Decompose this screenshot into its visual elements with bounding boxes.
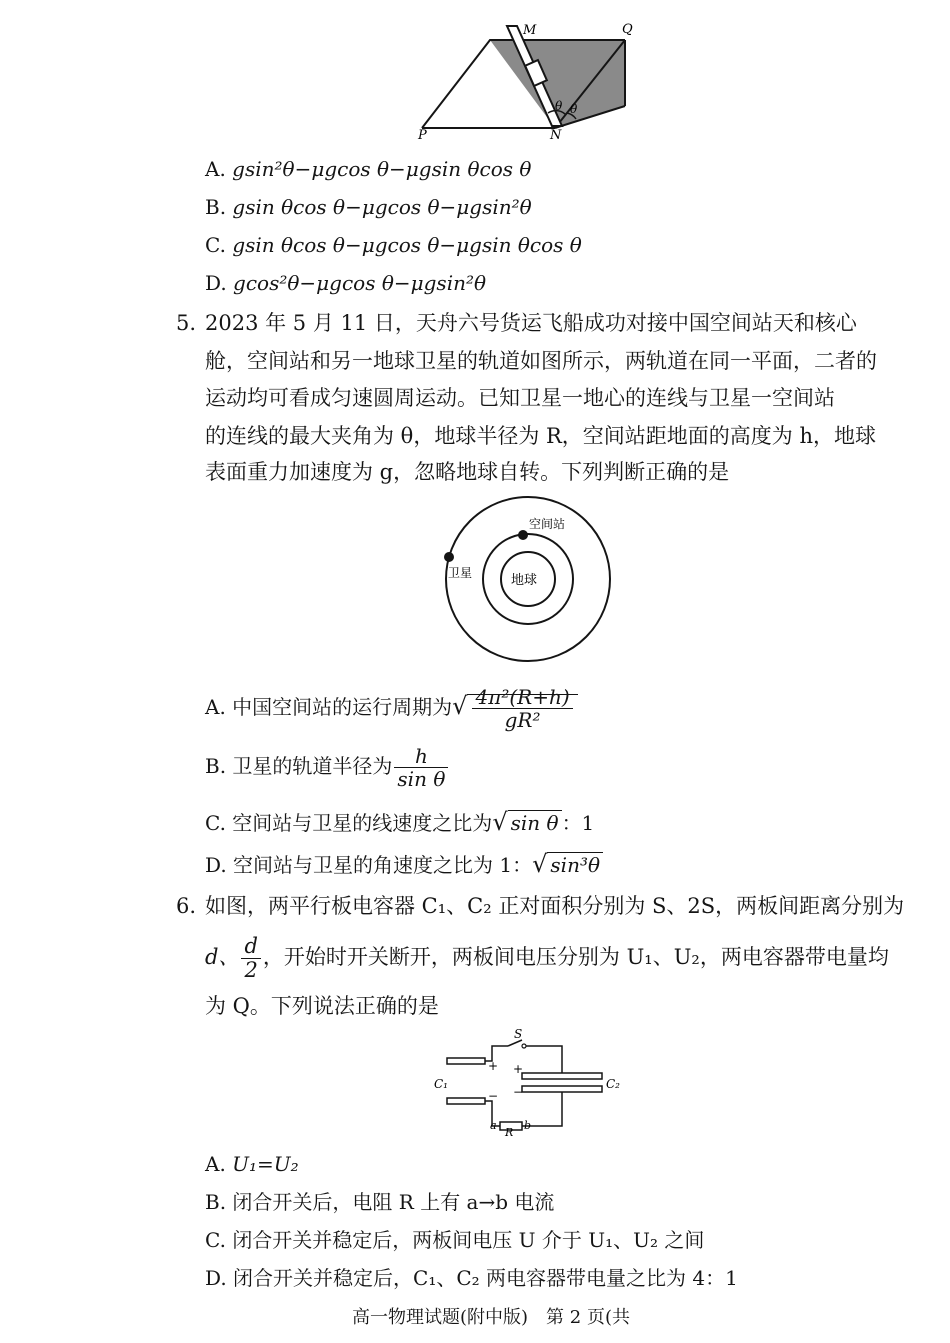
- q6-option-a[interactable]: A. U₁=U₂: [205, 1152, 299, 1176]
- q6-number: 6.: [176, 894, 197, 918]
- q5-option-d[interactable]: D. 空间站与卫星的角速度之比为 1：√ sin³θ: [205, 850, 603, 879]
- label-minus-c1: −: [488, 1089, 499, 1103]
- label-resistor-r: R: [505, 1126, 514, 1138]
- label-N: N: [550, 128, 562, 140]
- page-footer: 高一物理试题(附中版) 第 2 页(共: [352, 1307, 630, 1328]
- q6-stem-line-3: 为 Q。下列说法正确的是: [205, 994, 439, 1018]
- q5-stem-line-2: 舱，空间站和另一地球卫星的轨道如图所示，两轨道在同一平面，二者的: [205, 349, 877, 373]
- satellite-label: 卫星: [448, 566, 473, 580]
- q5-option-c[interactable]: C. 空间站与卫星的线速度之比为√ sin θ ：1: [205, 808, 595, 836]
- earth-label: 地球: [511, 573, 538, 588]
- q4-option-b[interactable]: B. gsin θcos θ−μgcos θ−μgsin²θ: [205, 195, 532, 219]
- c2-top-plate: [522, 1073, 602, 1079]
- c2-bottom-plate: [522, 1086, 602, 1092]
- q4-option-a[interactable]: A. gsin²θ−μgcos θ−μgsin θcos θ: [205, 157, 532, 181]
- c1-bottom-plate: [447, 1098, 485, 1104]
- q4-option-c[interactable]: C. gsin θcos θ−μgcos θ−μgsin θcos θ: [205, 233, 582, 257]
- satellite-dot: [444, 552, 454, 562]
- label-b: b: [524, 1119, 532, 1132]
- q5-option-b[interactable]: B. 卫星的轨道半径为 $\frac{h}{\text{sin θ}}$: [205, 745, 450, 790]
- q6-stem-line-2: d、 $\frac{d}{2}$ ，开始时开关断开，两板间电压分别为 U₁、U₂，两电容器带电量均: [205, 934, 889, 983]
- label-plus-c2: +: [513, 1062, 524, 1076]
- q6-option-d[interactable]: D. 闭合开关并稳定后，C₁、C₂ 两电容器带电量之比为 4：1: [205, 1266, 738, 1290]
- label-theta-2: θ: [570, 102, 578, 116]
- incline-figure: [410, 18, 640, 140]
- station-dot: [518, 530, 528, 540]
- orbit-figure: [440, 495, 620, 675]
- label-minus-c2: −: [513, 1085, 524, 1099]
- q4-option-d[interactable]: D. gcos²θ−μgcos θ−μgsin²θ: [205, 271, 487, 295]
- label-Q: Q: [622, 22, 633, 37]
- label-a: a: [490, 1119, 497, 1132]
- q5-option-a[interactable]: A. 中国空间站的运行周期为√ $\frac{\text{4π²(R+h)}}{\text{gR²}}$: [205, 686, 578, 731]
- label-theta-1: θ: [555, 99, 563, 113]
- label-M: M: [523, 23, 537, 38]
- q5-number: 5.: [176, 311, 197, 335]
- q5-stem-line-4: 的连线的最大夹角为 θ，地球半径为 R，空间站距地面的高度为 h，地球: [205, 424, 877, 448]
- q5-stem-line-5: 表面重力加速度为 g，忽略地球自转。下列判断正确的是: [205, 460, 730, 484]
- q6-stem-line-1: 如图，两平行板电容器 C₁、C₂ 正对面积分别为 S、2S，两板间距离分别为: [205, 894, 905, 918]
- label-c1: C₁: [434, 1077, 448, 1091]
- q5-stem-line-3: 运动均可看成匀速圆周运动。已知卫星一地心的连线与卫星一空间站: [205, 386, 835, 410]
- q5-stem-line-1: 2023 年 5 月 11 日，天舟六号货运飞船成功对接中国空间站天和核心: [205, 311, 857, 335]
- c1-top-plate: [447, 1058, 485, 1064]
- station-label: 空间站: [529, 517, 566, 531]
- circuit-figure: [430, 1028, 630, 1138]
- label-switch-s: S: [514, 1028, 523, 1041]
- label-P: P: [418, 128, 427, 140]
- q6-option-b[interactable]: B. 闭合开关后，电阻 R 上有 a→b 电流: [205, 1190, 555, 1214]
- label-c2: C₂: [606, 1077, 620, 1091]
- label-plus-c1: +: [488, 1059, 499, 1073]
- q6-option-c[interactable]: C. 闭合开关并稳定后，两板间电压 U 介于 U₁、U₂ 之间: [205, 1228, 705, 1252]
